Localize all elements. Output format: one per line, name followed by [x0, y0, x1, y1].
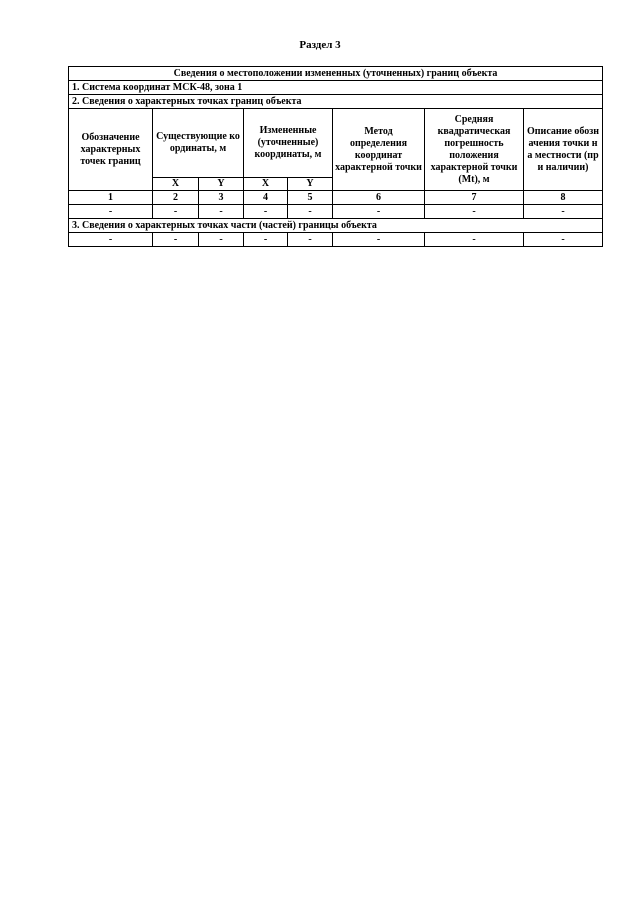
section-part-boundary-points: 3. Сведения о характерных точках части (частей) границы объекта — [69, 219, 603, 233]
header-changed-coordinates: Измененные (уточненные) координаты, м — [244, 109, 333, 178]
table-row — [69, 205, 603, 219]
column-number: 1 — [69, 191, 153, 205]
subheader-changed-x: X — [244, 178, 288, 191]
table-cell: - — [199, 205, 244, 219]
section-coordinate-system: 1. Система координат МСК-48, зона 1 — [69, 81, 603, 95]
header-determination-method: Метод определения координат характерной точки — [333, 109, 425, 191]
table-cell: - — [244, 205, 288, 219]
table-cell: - — [153, 233, 199, 247]
subheader-existing-y: Y — [199, 178, 244, 191]
column-number: 2 — [153, 191, 199, 205]
table-cell: - — [333, 233, 425, 247]
page-title: Раздел 3 — [299, 39, 341, 51]
table-cell: - — [425, 233, 524, 247]
table-caption: Сведения о местоположении измененных (уточненных) границ объекта — [69, 67, 603, 81]
table-cell: - — [288, 233, 333, 247]
header-mean-square-error: Средняя квадратическая погрешность положения характерной точки (Mt), м — [425, 109, 524, 191]
column-number: 5 — [288, 191, 333, 205]
column-number: 6 — [333, 191, 425, 205]
table-cell: - — [244, 233, 288, 247]
header-existing-coordinates: Существующие координаты, м — [153, 109, 244, 178]
table-cell: - — [524, 233, 603, 247]
column-number: 7 — [425, 191, 524, 205]
column-numbers-row — [69, 191, 603, 205]
table-cell: - — [425, 205, 524, 219]
subheader-changed-y: Y — [288, 178, 333, 191]
column-number: 8 — [524, 191, 603, 205]
boundary-points-table — [68, 66, 603, 247]
table-cell: - — [288, 205, 333, 219]
header-point-designation: Обозначение характерных точек границ — [69, 109, 153, 191]
table-cell: - — [524, 205, 603, 219]
column-number: 3 — [199, 191, 244, 205]
table-cell: - — [199, 233, 244, 247]
table-cell: - — [69, 233, 153, 247]
table-cell: - — [69, 205, 153, 219]
table-cell: - — [153, 205, 199, 219]
subheader-existing-x: X — [153, 178, 199, 191]
section-boundary-points: 2. Сведения о характерных точках границ объекта — [69, 95, 603, 109]
column-number: 4 — [244, 191, 288, 205]
header-point-description: Описание обозначения точки на местности (при наличии) — [524, 109, 603, 191]
table-row — [69, 233, 603, 247]
table-cell: - — [333, 205, 425, 219]
